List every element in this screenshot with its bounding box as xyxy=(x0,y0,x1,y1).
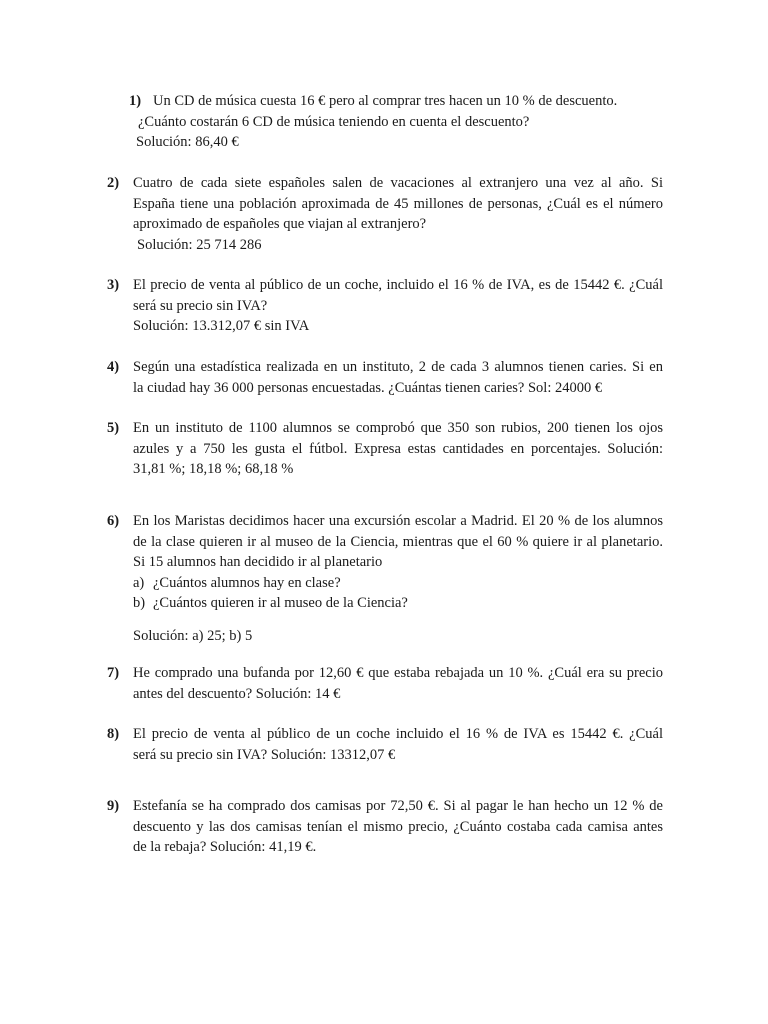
problem-number: 9) xyxy=(107,798,120,814)
problem-2 xyxy=(107,173,663,255)
problem-text xyxy=(133,418,663,480)
problem-number: 8) xyxy=(107,726,120,742)
problem-line: de la rebaja? Solución: 41,19 €. xyxy=(133,839,317,855)
problem-7 xyxy=(107,663,663,704)
sub-question-a xyxy=(133,573,663,594)
problem-number: 1) xyxy=(129,93,142,109)
sub-question-label: b) xyxy=(133,595,146,611)
problem-line: la ciudad hay 36 000 personas encuestadas. ¿Cuántas tienen caries? Sol: 24000 € xyxy=(133,379,603,396)
problem-solution: Solución: a) 25; b) 5 xyxy=(133,627,253,644)
problem-text xyxy=(133,511,663,646)
spacer xyxy=(133,614,663,626)
problem-line: El precio de venta al público de un coche, incluido el 16 % de IVA, es de 15442 €. ¿Cuál xyxy=(133,277,663,293)
problem-line: En un instituto de 1100 alumnos se comprobó que 350 son rubios, 200 tienen los ojos xyxy=(133,420,663,436)
sub-question-label: a) xyxy=(133,574,145,591)
problem-line: Según una estadística realizada en un instituto, 2 de cada 3 alumnos tienen caries. Si en xyxy=(133,359,663,375)
problem-line: ¿Cuánto costarán 6 CD de música teniendo en cuenta el descuento? xyxy=(138,113,530,130)
problem-solution: Solución: 86,40 € xyxy=(136,134,239,150)
problem-4 xyxy=(107,357,663,398)
problem-line: España tiene una población aproximada de 45 millones de personas, ¿Cuál es el número xyxy=(133,195,663,212)
sub-question-text: ¿Cuántos alumnos hay en clase? xyxy=(153,574,341,591)
problem-1 xyxy=(129,91,663,153)
problem-number: 7) xyxy=(107,665,120,681)
problem-9 xyxy=(107,796,663,858)
problem-line: descuento y las dos camisas tenían el mismo precio, ¿Cuánto costaba cada camisa antes xyxy=(133,818,663,835)
problem-line: antes del descuento? Solución: 14 € xyxy=(133,685,341,702)
problem-6 xyxy=(107,511,663,646)
problem-text xyxy=(133,663,663,704)
problem-text xyxy=(133,173,663,255)
problem-text xyxy=(133,796,663,858)
problem-line: será su precio sin IVA? xyxy=(133,297,268,314)
problem-8 xyxy=(107,724,663,765)
problem-solution: Solución: 25 714 286 xyxy=(137,236,262,253)
problem-number: 3) xyxy=(107,277,120,293)
sub-question-b xyxy=(133,593,663,614)
problem-line: de la clase quieren ir al museo de la Ciencia, mientras que el 60 % quiere ir al planetario. xyxy=(133,533,663,550)
sub-question-text: ¿Cuántos quieren ir al museo de la Ciencia? xyxy=(153,595,408,611)
problem-line: Si 15 alumnos han decidido ir al planetario xyxy=(133,554,383,570)
problem-text xyxy=(133,275,663,337)
problem-text xyxy=(133,724,663,765)
problem-line: 31,81 %; 18,18 %; 68,18 % xyxy=(133,461,294,477)
problem-number: 4) xyxy=(107,359,120,375)
problem-text xyxy=(133,357,663,398)
problem-line: He comprado una bufanda por 12,60 € que estaba rebajada un 10 %. ¿Cuál era su precio xyxy=(133,665,663,681)
problem-line: Estefanía se ha comprado dos camisas por 72,50 €. Si al pagar le han hecho un 12 % de xyxy=(133,798,663,814)
problem-5 xyxy=(107,418,663,480)
problem-line: Cuatro de cada siete españoles salen de vacaciones al extranjero una vez al año. Si xyxy=(133,175,663,191)
problem-number: 6) xyxy=(107,513,120,529)
problem-text xyxy=(136,91,663,153)
problem-line: aproximado de españoles que viajan al extranjero? xyxy=(133,216,427,232)
problem-number: 2) xyxy=(107,175,120,191)
problem-line: El precio de venta al público de un coche incluido el 16 % de IVA es 15442 €. ¿Cuál xyxy=(133,726,663,742)
problem-line: En los Maristas decidimos hacer una excursión escolar a Madrid. El 20 % de los alumnos xyxy=(133,513,663,529)
problem-number: 5) xyxy=(107,420,120,436)
problem-solution: Solución: 13.312,07 € sin IVA xyxy=(133,318,310,334)
problem-3 xyxy=(107,275,663,337)
problem-line: Un CD de música cuesta 16 € pero al comprar tres hacen un 10 % de descuento. xyxy=(153,93,618,109)
problem-line: azules y a 750 les gusta el fútbol. Expresa estas cantidades en porcentajes. Solución: xyxy=(133,440,663,457)
problem-line: será su precio sin IVA? Solución: 13312,07 € xyxy=(133,746,396,763)
